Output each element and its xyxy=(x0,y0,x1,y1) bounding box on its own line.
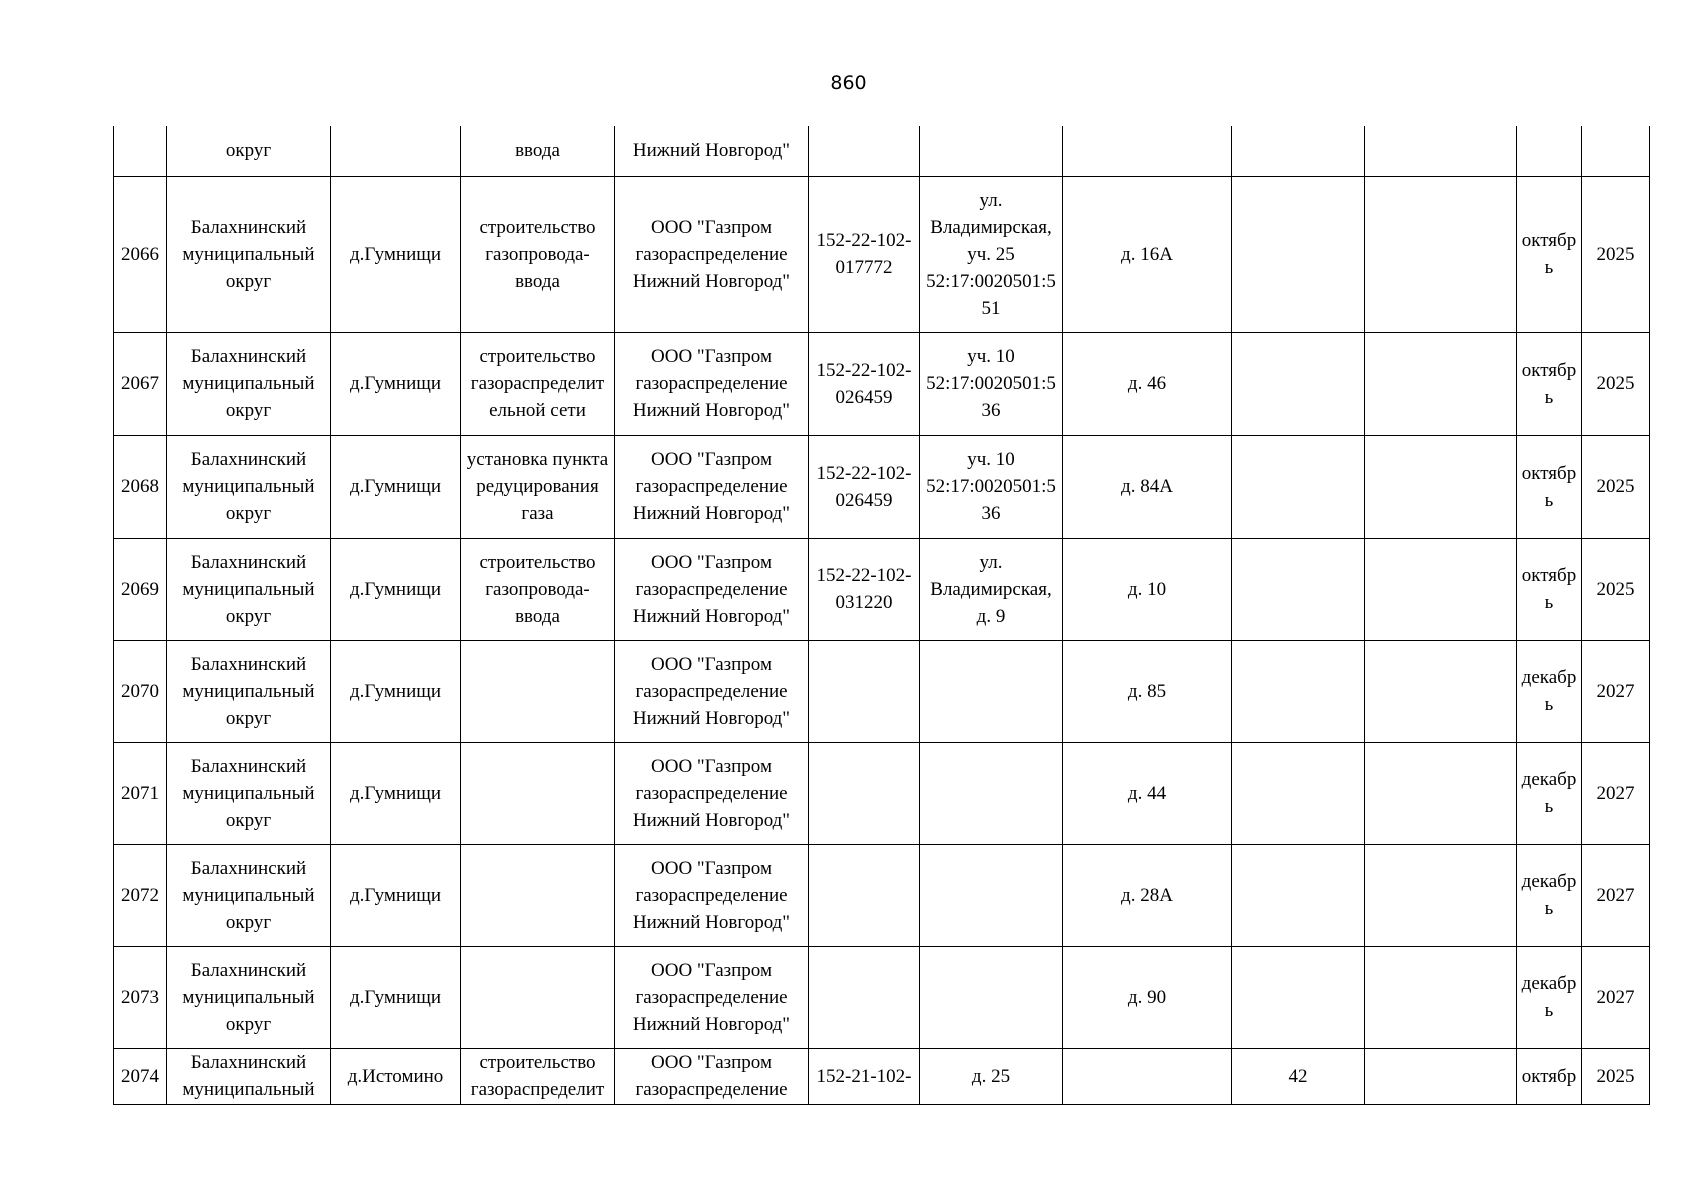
work-type-cell: строительство газораспределит ельной сети xyxy=(461,332,615,435)
row-number: 2070 xyxy=(114,640,167,742)
month-cell: декабр ь xyxy=(1517,844,1582,946)
address-cell xyxy=(920,742,1063,844)
address-cell: уч. 10 52:17:0020501:5 36 xyxy=(920,435,1063,538)
column-9-cell: 42 xyxy=(1232,1048,1365,1104)
address-cell xyxy=(920,126,1063,176)
organization-cell: ООО "Газпром газораспределение Нижний Новгород" xyxy=(615,332,809,435)
column-10-cell xyxy=(1365,332,1517,435)
organization-cell: ООО "Газпром газораспределение Нижний Новгород" xyxy=(615,435,809,538)
code-cell xyxy=(809,640,920,742)
month-cell: октябр ь xyxy=(1517,176,1582,332)
district-cell: Балахнинский муниципальный округ xyxy=(167,742,331,844)
address-cell: д. 25 xyxy=(920,1048,1063,1104)
district-cell: Балахнинский муниципальный округ xyxy=(167,435,331,538)
row-number: 2067 xyxy=(114,332,167,435)
column-10-cell xyxy=(1365,946,1517,1048)
table-row xyxy=(114,332,1650,435)
month-cell: октябр ь xyxy=(1517,435,1582,538)
organization-cell: Нижний Новгород" xyxy=(615,126,809,176)
code-cell xyxy=(809,844,920,946)
work-type-cell: строительство газопровода- ввода xyxy=(461,538,615,640)
district-cell: Балахнинский муниципальный округ xyxy=(167,844,331,946)
column-9-cell xyxy=(1232,176,1365,332)
column-9-cell xyxy=(1232,640,1365,742)
column-9-cell xyxy=(1232,538,1365,640)
settlement-cell: д.Гумнищи xyxy=(331,435,461,538)
table-row xyxy=(114,640,1650,742)
district-cell: Балахнинский муниципальный округ xyxy=(167,946,331,1048)
year-cell: 2027 xyxy=(1582,946,1650,1048)
table-row xyxy=(114,844,1650,946)
code-cell xyxy=(809,126,920,176)
code-cell: 152-22-102- 026459 xyxy=(809,435,920,538)
table-row xyxy=(114,176,1650,332)
house-cell: д. 85 xyxy=(1063,640,1232,742)
work-type-cell xyxy=(461,640,615,742)
table-row xyxy=(114,1048,1650,1104)
organization-cell: ООО "Газпром газораспределение Нижний Новгород" xyxy=(615,640,809,742)
work-type-cell: строительство газораспределит xyxy=(461,1048,615,1104)
house-cell: д. 84А xyxy=(1063,435,1232,538)
row-number: 2069 xyxy=(114,538,167,640)
row-number: 2073 xyxy=(114,946,167,1048)
organization-cell: ООО "Газпром газораспределение Нижний Новгород" xyxy=(615,946,809,1048)
work-type-cell: строительство газопровода- ввода xyxy=(461,176,615,332)
column-10-cell xyxy=(1365,742,1517,844)
column-9-cell xyxy=(1232,742,1365,844)
column-10-cell xyxy=(1365,640,1517,742)
work-type-cell xyxy=(461,844,615,946)
district-cell: Балахнинский муниципальный округ xyxy=(167,640,331,742)
row-number: 2071 xyxy=(114,742,167,844)
month-cell: декабр ь xyxy=(1517,742,1582,844)
page-number: 860 xyxy=(830,72,867,94)
settlement-cell: д.Гумнищи xyxy=(331,742,461,844)
column-10-cell xyxy=(1365,126,1517,176)
address-cell xyxy=(920,844,1063,946)
row-number: 2072 xyxy=(114,844,167,946)
year-cell: 2025 xyxy=(1582,538,1650,640)
district-cell: округ xyxy=(167,126,331,176)
column-10-cell xyxy=(1365,538,1517,640)
column-9-cell xyxy=(1232,332,1365,435)
settlement-cell: д.Гумнищи xyxy=(331,946,461,1048)
row-number: 2074 xyxy=(114,1048,167,1104)
district-cell: Балахнинский муниципальный округ xyxy=(167,538,331,640)
month-cell: декабр ь xyxy=(1517,946,1582,1048)
settlement-cell xyxy=(331,126,461,176)
address-cell: уч. 10 52:17:0020501:5 36 xyxy=(920,332,1063,435)
row-number xyxy=(114,126,167,176)
district-cell: Балахнинский муниципальный округ xyxy=(167,176,331,332)
table-body xyxy=(114,126,1650,1104)
code-cell: 152-22-102- 017772 xyxy=(809,176,920,332)
year-cell: 2025 xyxy=(1582,435,1650,538)
row-number: 2066 xyxy=(114,176,167,332)
month-cell: октябр ь xyxy=(1517,332,1582,435)
gas-connection-table xyxy=(113,126,1650,1105)
settlement-cell: д.Гумнищи xyxy=(331,538,461,640)
code-cell: 152-22-102- 026459 xyxy=(809,332,920,435)
code-cell: 152-22-102- 031220 xyxy=(809,538,920,640)
year-cell: 2025 xyxy=(1582,332,1650,435)
house-cell: д. 44 xyxy=(1063,742,1232,844)
address-cell xyxy=(920,640,1063,742)
column-10-cell xyxy=(1365,1048,1517,1104)
table-row xyxy=(114,538,1650,640)
column-10-cell xyxy=(1365,435,1517,538)
code-cell xyxy=(809,946,920,1048)
work-type-cell: ввода xyxy=(461,126,615,176)
work-type-cell: установка пункта редуцирования газа xyxy=(461,435,615,538)
table-row xyxy=(114,126,1650,176)
row-number: 2068 xyxy=(114,435,167,538)
table-row xyxy=(114,946,1650,1048)
column-9-cell xyxy=(1232,435,1365,538)
year-cell: 2025 xyxy=(1582,176,1650,332)
month-cell: октябр ь xyxy=(1517,538,1582,640)
house-cell: д. 10 xyxy=(1063,538,1232,640)
organization-cell: ООО "Газпром газораспределение Нижний Новгород" xyxy=(615,844,809,946)
settlement-cell: д.Гумнищи xyxy=(331,176,461,332)
organization-cell: ООО "Газпром газораспределение Нижний Новгород" xyxy=(615,176,809,332)
address-cell: ул. Владимирская, уч. 25 52:17:0020501:5 51 xyxy=(920,176,1063,332)
code-cell xyxy=(809,742,920,844)
house-cell xyxy=(1063,126,1232,176)
house-cell xyxy=(1063,1048,1232,1104)
settlement-cell: д.Гумнищи xyxy=(331,844,461,946)
year-cell: 2025 xyxy=(1582,1048,1650,1104)
work-type-cell xyxy=(461,742,615,844)
district-cell: Балахнинский муниципальный xyxy=(167,1048,331,1104)
address-cell xyxy=(920,946,1063,1048)
organization-cell: ООО "Газпром газораспределение xyxy=(615,1048,809,1104)
house-cell: д. 16А xyxy=(1063,176,1232,332)
month-cell: октябр xyxy=(1517,1048,1582,1104)
column-9-cell xyxy=(1232,126,1365,176)
column-9-cell xyxy=(1232,844,1365,946)
work-type-cell xyxy=(461,946,615,1048)
year-cell: 2027 xyxy=(1582,742,1650,844)
settlement-cell: д.Гумнищи xyxy=(331,640,461,742)
house-cell: д. 28А xyxy=(1063,844,1232,946)
organization-cell: ООО "Газпром газораспределение Нижний Новгород" xyxy=(615,742,809,844)
house-cell: д. 46 xyxy=(1063,332,1232,435)
code-cell: 152-21-102- xyxy=(809,1048,920,1104)
year-cell: 2027 xyxy=(1582,844,1650,946)
settlement-cell: д.Гумнищи xyxy=(331,332,461,435)
table-row xyxy=(114,435,1650,538)
month-cell: декабр ь xyxy=(1517,640,1582,742)
column-9-cell xyxy=(1232,946,1365,1048)
year-cell xyxy=(1582,126,1650,176)
organization-cell: ООО "Газпром газораспределение Нижний Новгород" xyxy=(615,538,809,640)
address-cell: ул. Владимирская, д. 9 xyxy=(920,538,1063,640)
year-cell: 2027 xyxy=(1582,640,1650,742)
house-cell: д. 90 xyxy=(1063,946,1232,1048)
table-row xyxy=(114,742,1650,844)
column-10-cell xyxy=(1365,844,1517,946)
settlement-cell: д.Истомино xyxy=(331,1048,461,1104)
column-10-cell xyxy=(1365,176,1517,332)
district-cell: Балахнинский муниципальный округ xyxy=(167,332,331,435)
month-cell xyxy=(1517,126,1582,176)
